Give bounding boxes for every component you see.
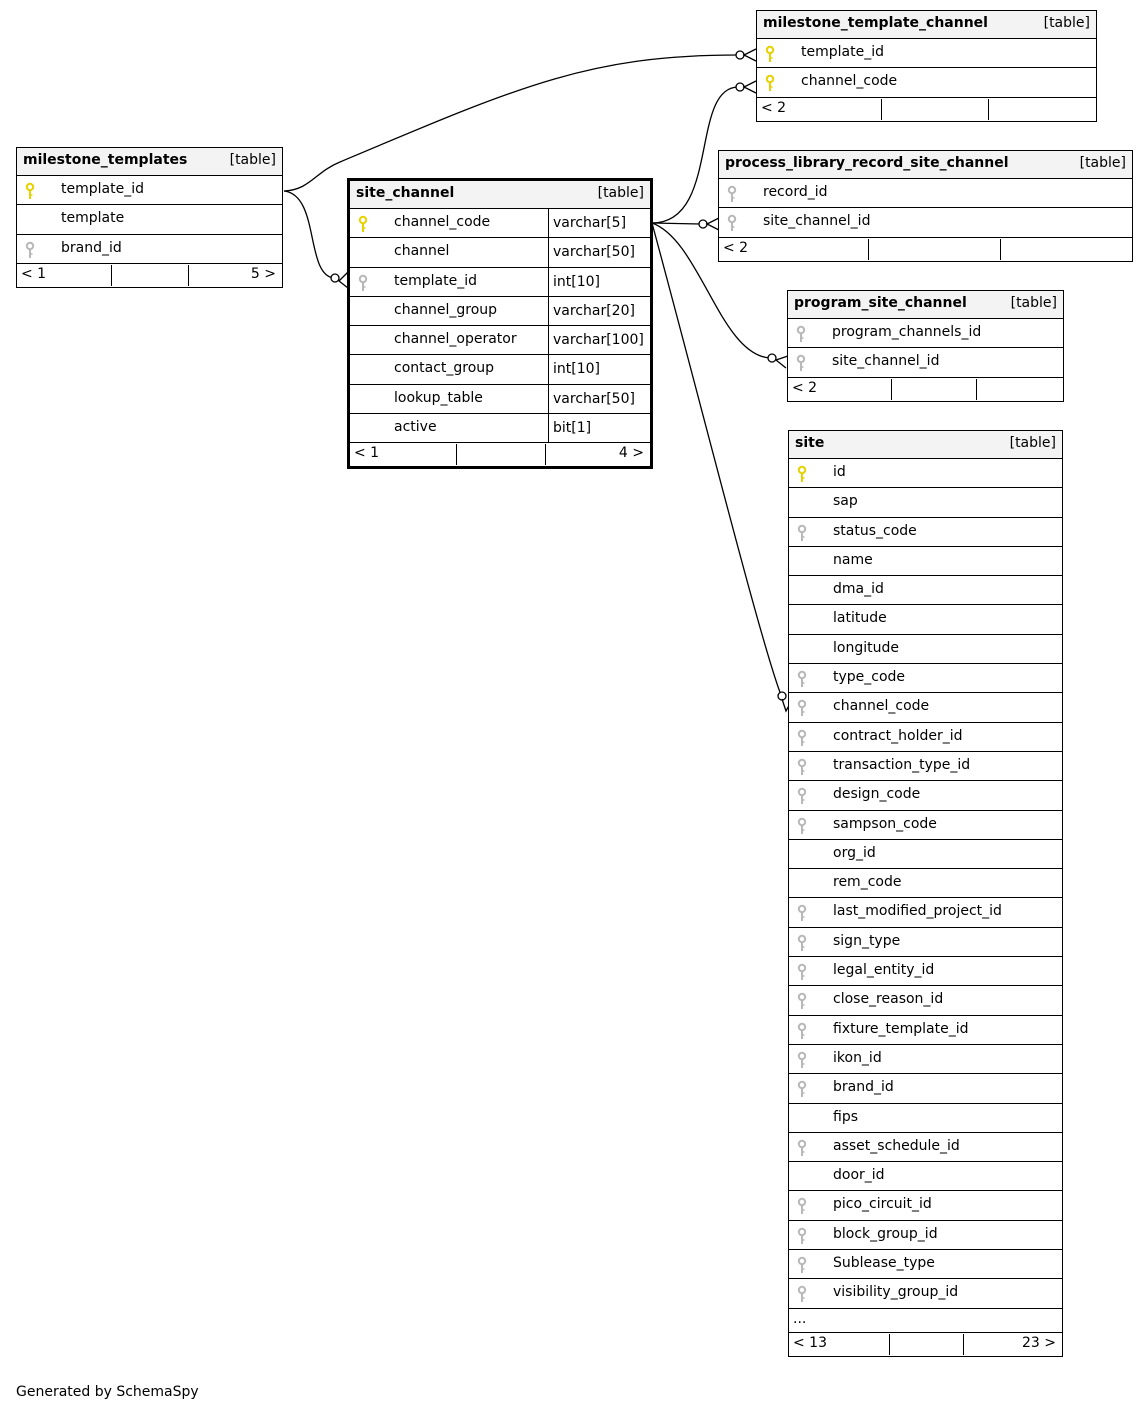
children-count[interactable]: 4 > — [618, 445, 644, 462]
column-row[interactable] — [17, 205, 282, 234]
primary-key-icon — [25, 182, 37, 200]
primary-key-icon — [765, 45, 777, 63]
column-row[interactable] — [789, 1074, 1062, 1103]
column-row[interactable] — [789, 693, 1062, 722]
column-name: sap — [833, 493, 858, 510]
primary-key-icon — [358, 215, 370, 233]
table-name: milestone_templates — [23, 152, 188, 168]
foreign-key-icon — [797, 699, 809, 717]
column-row[interactable] — [350, 385, 650, 414]
foreign-key-icon — [796, 325, 808, 343]
column-name: block_group_id — [833, 1225, 938, 1242]
column-row[interactable] — [719, 208, 1132, 237]
column-row[interactable] — [350, 414, 650, 443]
edge-end-circle — [331, 274, 339, 282]
column-name: program_channels_id — [832, 324, 982, 340]
column-row[interactable] — [789, 723, 1062, 752]
column-row[interactable] — [719, 179, 1132, 208]
table-process-library-record-site-channel[interactable] — [718, 150, 1133, 262]
column-name: channel_group — [394, 301, 498, 318]
column-name: channel_code — [394, 214, 491, 230]
table-footer — [789, 1333, 1062, 1356]
table-program-site-channel[interactable] — [787, 290, 1064, 402]
column-type: varchar[50] — [548, 238, 650, 266]
foreign-key-icon — [797, 817, 809, 835]
column-name: type_code — [833, 669, 906, 686]
primary-key-icon — [797, 465, 809, 483]
column-row[interactable] — [789, 898, 1062, 927]
column-name: sampson_code — [833, 815, 937, 832]
table-milestone-templates[interactable] — [16, 147, 283, 288]
column-name: transaction_type_id — [833, 756, 971, 773]
foreign-key-icon — [25, 241, 37, 259]
column-type: varchar[20] — [548, 297, 650, 325]
column-row[interactable] — [789, 1221, 1062, 1250]
column-name: ikon_id — [833, 1049, 882, 1066]
table-header — [350, 181, 650, 209]
column-list — [788, 319, 1063, 378]
column-type: bit[1] — [548, 414, 650, 442]
table-header — [17, 148, 282, 176]
parents-count[interactable]: < 13 — [793, 1334, 827, 1351]
foreign-key-icon — [797, 934, 809, 952]
parents-count[interactable]: < 1 — [354, 445, 380, 462]
more-columns-label: ... — [793, 1310, 807, 1327]
column-name: id — [833, 464, 846, 480]
table-footer — [350, 443, 650, 466]
column-row[interactable] — [789, 635, 1062, 664]
column-row[interactable] — [789, 664, 1062, 693]
column-name: fips — [833, 1108, 858, 1125]
generated-by-footer: Generated by SchemaSpy — [16, 1384, 199, 1400]
edge-end-circle — [736, 51, 744, 59]
table-footer — [719, 238, 1132, 261]
table-footer — [757, 98, 1096, 121]
column-name: design_code — [833, 786, 921, 803]
column-row[interactable] — [789, 986, 1062, 1015]
foreign-key-icon — [796, 354, 808, 372]
column-name: sign_type — [833, 932, 901, 949]
column-list — [789, 459, 1062, 1309]
column-row[interactable] — [789, 928, 1062, 957]
column-name: template — [61, 210, 125, 227]
column-name: channel_code — [801, 73, 898, 90]
column-name: lookup_table — [394, 389, 483, 406]
foreign-key-icon — [727, 214, 739, 232]
foreign-key-icon — [797, 1227, 809, 1245]
parents-count[interactable]: < 2 — [723, 239, 749, 256]
column-type: int[10] — [548, 355, 650, 383]
column-list — [17, 176, 282, 264]
column-row[interactable] — [788, 348, 1063, 377]
table-name: program_site_channel — [794, 295, 967, 311]
table-name: site_channel — [356, 185, 455, 201]
column-row[interactable] — [789, 869, 1062, 898]
column-name: last_modified_project_id — [833, 903, 1002, 920]
column-name: close_reason_id — [833, 991, 944, 1008]
column-name: brand_id — [833, 1079, 894, 1096]
column-row[interactable] — [789, 576, 1062, 605]
table-kind: [table] — [597, 185, 644, 201]
table-milestone-template-channel[interactable] — [756, 10, 1097, 122]
column-name: asset_schedule_id — [833, 1137, 960, 1154]
parents-count[interactable]: < 1 — [21, 265, 47, 282]
crowfoot — [744, 81, 756, 93]
foreign-key-icon — [797, 963, 809, 981]
column-row[interactable] — [789, 1045, 1062, 1074]
column-name: channel — [394, 243, 450, 260]
foreign-key-icon — [797, 1022, 809, 1040]
column-name: legal_entity_id — [833, 962, 935, 979]
column-type: varchar[5] — [548, 209, 650, 237]
foreign-key-icon — [797, 1080, 809, 1098]
parents-count[interactable]: < 2 — [792, 379, 818, 396]
column-row[interactable] — [789, 811, 1062, 840]
table-footer — [788, 378, 1063, 401]
foreign-key-icon — [358, 274, 370, 292]
column-name: channel_operator — [394, 331, 517, 348]
column-name: active — [394, 419, 437, 436]
column-row[interactable] — [757, 68, 1096, 97]
edge-templates-to-template-channel — [284, 55, 738, 191]
column-name: door_id — [833, 1167, 885, 1184]
column-row[interactable] — [789, 605, 1062, 634]
column-name: Sublease_type — [833, 1255, 935, 1272]
children-count[interactable]: 5 > — [250, 265, 276, 282]
column-list — [757, 39, 1096, 98]
table-header — [719, 151, 1132, 179]
column-row[interactable] — [350, 209, 650, 238]
foreign-key-icon — [797, 992, 809, 1010]
table-kind: [table] — [229, 152, 276, 168]
foreign-key-icon — [797, 670, 809, 688]
edge-end-circle — [778, 692, 786, 700]
edge-end-circle — [699, 220, 707, 228]
column-row[interactable] — [757, 39, 1096, 68]
primary-key-icon — [765, 74, 777, 92]
column-row[interactable] — [789, 518, 1062, 547]
foreign-key-icon — [797, 758, 809, 776]
column-name: contract_holder_id — [833, 727, 963, 744]
column-row[interactable] — [350, 297, 650, 326]
column-row[interactable] — [350, 355, 650, 384]
column-name: brand_id — [61, 239, 122, 256]
column-row[interactable] — [789, 1279, 1062, 1308]
column-row[interactable] — [789, 1016, 1062, 1045]
table-site[interactable] — [788, 430, 1063, 1357]
column-name: fixture_template_id — [833, 1020, 969, 1037]
column-name: rem_code — [833, 874, 902, 891]
column-type: varchar[50] — [548, 385, 650, 413]
column-row[interactable] — [789, 547, 1062, 576]
column-name: status_code — [833, 522, 917, 539]
table-name: process_library_record_site_channel — [725, 155, 1009, 171]
column-name: pico_circuit_id — [833, 1196, 932, 1213]
column-row[interactable] — [350, 268, 650, 297]
column-name: latitude — [833, 610, 887, 627]
column-type: varchar[100] — [548, 326, 650, 354]
foreign-key-icon — [797, 524, 809, 542]
column-row[interactable] — [789, 1104, 1062, 1133]
edge-end-circle — [768, 354, 776, 362]
edge-end-circle — [736, 83, 744, 91]
column-name: contact_group — [394, 360, 495, 377]
foreign-key-icon — [797, 787, 809, 805]
table-site-channel[interactable] — [347, 178, 653, 469]
column-row[interactable] — [789, 781, 1062, 810]
table-name: site — [795, 435, 825, 451]
column-row[interactable] — [350, 238, 650, 267]
table-header — [789, 431, 1062, 459]
column-name: channel_code — [833, 698, 930, 715]
column-name: org_id — [833, 844, 876, 861]
column-type: int[10] — [548, 268, 650, 296]
column-row[interactable] — [789, 840, 1062, 869]
column-row[interactable] — [789, 459, 1062, 488]
column-name: dma_id — [833, 581, 884, 598]
more-columns[interactable] — [789, 1309, 1062, 1333]
column-name: site_channel_id — [763, 213, 871, 230]
table-footer — [17, 264, 282, 287]
column-name: longitude — [833, 639, 899, 656]
parents-count[interactable]: < 2 — [761, 99, 787, 116]
table-name: milestone_template_channel — [763, 15, 988, 31]
column-name: record_id — [763, 184, 828, 200]
foreign-key-icon — [797, 1256, 809, 1274]
foreign-key-icon — [797, 1197, 809, 1215]
column-row[interactable] — [17, 235, 282, 264]
table-kind: [table] — [1079, 155, 1126, 171]
foreign-key-icon — [797, 904, 809, 922]
column-name: template_id — [394, 272, 477, 289]
children-count[interactable]: 23 > — [1022, 1334, 1056, 1351]
column-row[interactable] — [350, 326, 650, 355]
foreign-key-icon — [797, 1285, 809, 1303]
edge-site-channel-to-process-library — [652, 223, 700, 224]
column-row[interactable] — [17, 176, 282, 205]
column-row[interactable] — [789, 1133, 1062, 1162]
column-row[interactable] — [789, 488, 1062, 517]
table-kind: [table] — [1009, 435, 1056, 451]
foreign-key-icon — [797, 1051, 809, 1069]
column-name: name — [833, 551, 873, 568]
column-row[interactable] — [789, 1162, 1062, 1191]
edge-site-channel-to-site — [652, 223, 781, 695]
column-name: template_id — [61, 181, 144, 197]
column-name: template_id — [801, 44, 884, 60]
table-header — [788, 291, 1063, 319]
column-row[interactable] — [789, 957, 1062, 986]
column-row[interactable] — [789, 1191, 1062, 1220]
edge-templates-to-site-channel — [284, 191, 334, 278]
column-row[interactable] — [789, 752, 1062, 781]
table-header — [757, 11, 1096, 39]
column-list — [350, 209, 650, 443]
table-kind: [table] — [1043, 15, 1090, 31]
column-name: site_channel_id — [832, 353, 940, 370]
table-kind: [table] — [1010, 295, 1057, 311]
column-list — [719, 179, 1132, 238]
foreign-key-icon — [797, 729, 809, 747]
column-row[interactable] — [788, 319, 1063, 348]
crowfoot — [744, 49, 756, 61]
column-row[interactable] — [789, 1250, 1062, 1279]
foreign-key-icon — [727, 185, 739, 203]
column-name: visibility_group_id — [833, 1284, 959, 1301]
foreign-key-icon — [797, 1139, 809, 1157]
